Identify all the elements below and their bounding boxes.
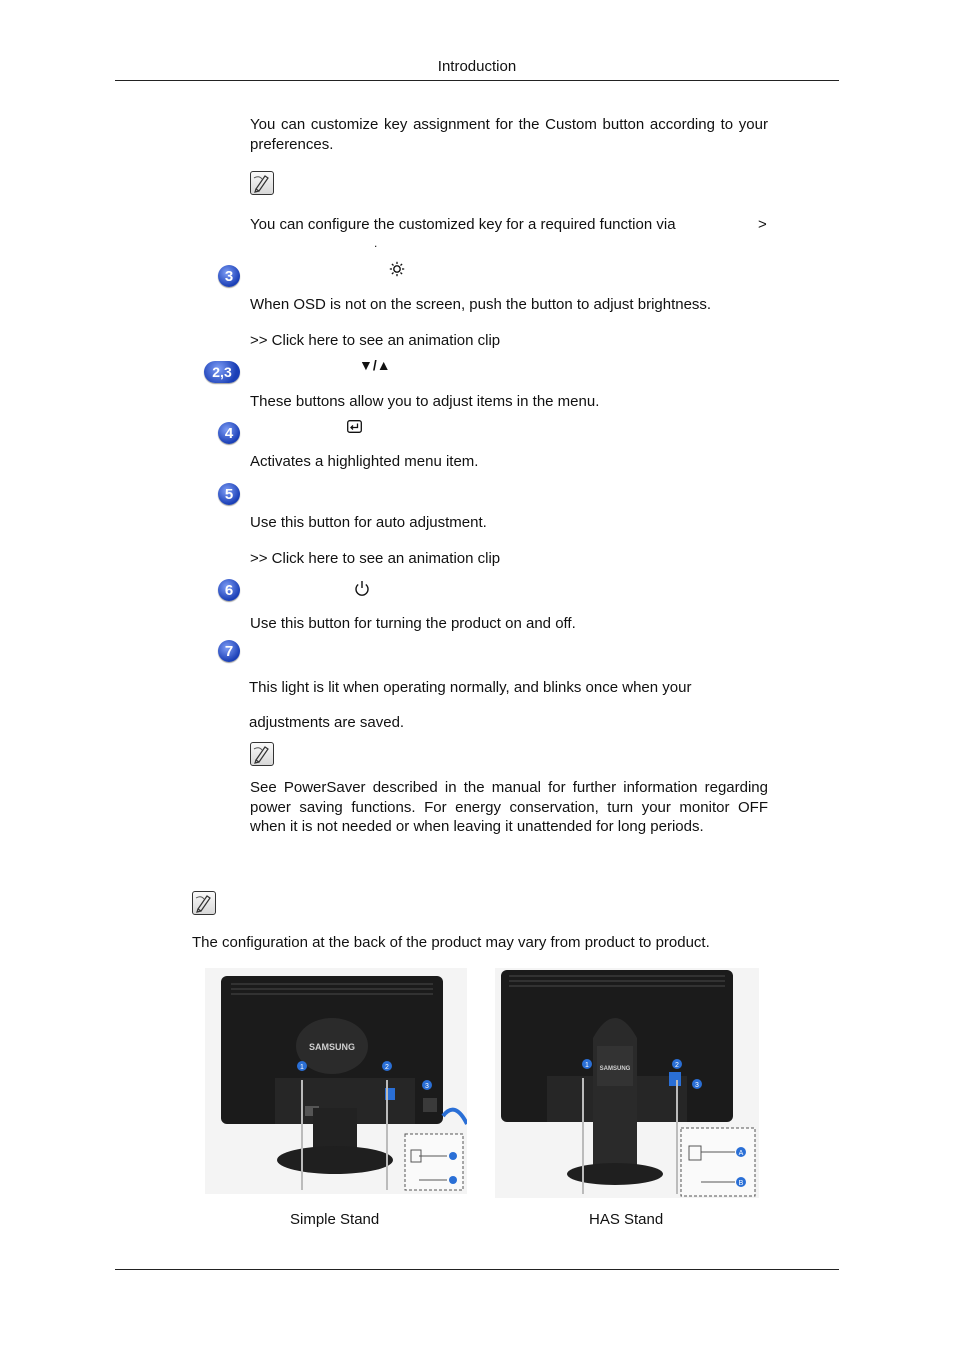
- powersaver-note: See PowerSaver described in the manual for further information regarding power saving functions. For energy conservation, turn your monitor OFF when it is not needed or when leaving it unattended for long periods.: [250, 779, 768, 835]
- badge-6: 6: [218, 579, 240, 601]
- page-header-title: Introduction: [437, 58, 517, 75]
- header-rule: [115, 80, 839, 81]
- indicator-desc-line1: This light is lit when operating normally, and blinks once when your: [249, 679, 692, 696]
- note-icon: [250, 742, 274, 766]
- svg-text:B: B: [738, 1180, 744, 1187]
- badge-5: 5: [218, 483, 240, 505]
- brightness-animation-link[interactable]: >> Click here to see an animation clip: [250, 332, 501, 349]
- samsung-logo: SAMSUNG: [599, 1066, 631, 1072]
- power-icon: [354, 580, 370, 597]
- footer-rule: [115, 1269, 839, 1270]
- indicator-desc-line2: adjustments are saved.: [249, 714, 405, 731]
- badge-4: 4: [218, 422, 240, 444]
- power-desc: Use this button for turning the product on and off.: [250, 615, 576, 632]
- badge-7: 7: [218, 640, 240, 662]
- simple-stand-caption: Simple Stand: [290, 1211, 380, 1228]
- svg-text:1: 1: [300, 1064, 304, 1071]
- auto-animation-link[interactable]: >> Click here to see an animation clip: [250, 550, 501, 567]
- adjust-desc: These buttons allow you to adjust items in the menu.: [250, 393, 600, 410]
- has-stand-caption: HAS Stand: [589, 1211, 664, 1228]
- badge-3: 3: [218, 265, 240, 287]
- down-up-arrows-icon: ▼/▲: [359, 357, 391, 373]
- enter-icon: [347, 420, 362, 433]
- badge-2-3: 2,3: [204, 361, 240, 383]
- enter-desc: Activates a highlighted menu item.: [250, 453, 479, 470]
- custom-note-arrow: >: [758, 216, 767, 233]
- brightness-icon: [389, 261, 405, 277]
- note-icon: [192, 891, 216, 915]
- brightness-desc: When OSD is not on the screen, push the button to adjust brightness.: [250, 296, 712, 313]
- svg-text:1: 1: [585, 1062, 589, 1069]
- custom-note-dot: .: [374, 236, 378, 250]
- note-icon: [250, 171, 274, 195]
- has-stand-illustration: [495, 968, 759, 1198]
- custom-intro: You can customize key assignment for the Custom button according to your preferences.: [250, 116, 768, 153]
- svg-text:3: 3: [425, 1083, 429, 1090]
- svg-text:A: A: [738, 1150, 744, 1157]
- custom-note-text: You can configure the customized key for a required function via: [250, 216, 676, 233]
- rear-config-note: The configuration at the back of the product may vary from product to product.: [192, 934, 710, 951]
- simple-stand-illustration: [205, 968, 467, 1194]
- svg-text:3: 3: [695, 1082, 699, 1089]
- svg-text:2: 2: [675, 1062, 679, 1069]
- samsung-logo: SAMSUNG: [308, 1042, 356, 1052]
- auto-desc: Use this button for auto adjustment.: [250, 514, 487, 531]
- svg-text:2: 2: [385, 1064, 389, 1071]
